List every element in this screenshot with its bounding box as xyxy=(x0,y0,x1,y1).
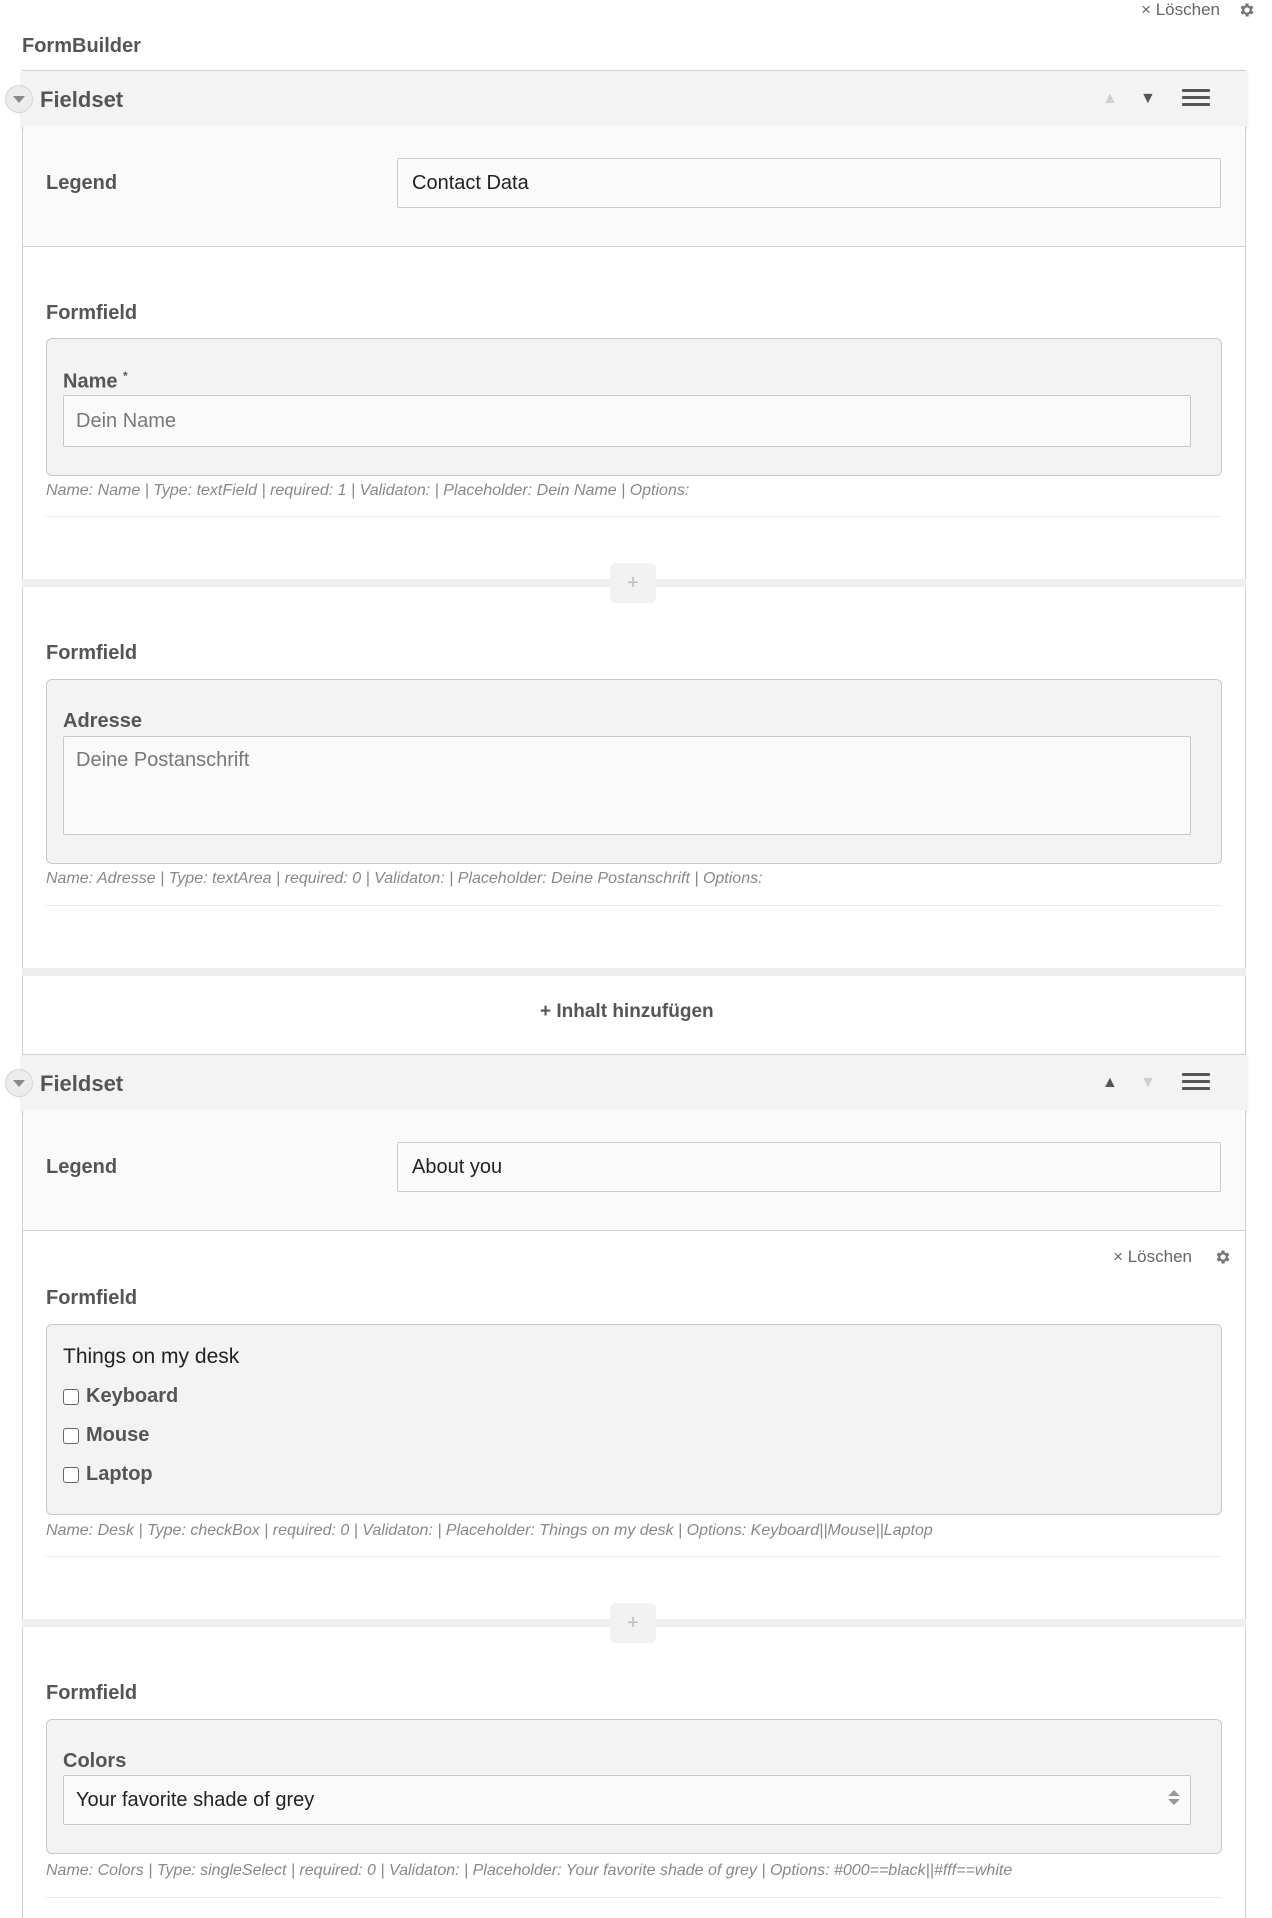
add-content-button[interactable]: + Inhalt hinzufügen xyxy=(540,1001,714,1022)
field-meta: Name: Desk | Type: checkBox | required: 0 | Validaton: | Placeholder: Things on my desk | Options: Keyboard||Mouse||Laptop xyxy=(46,1522,933,1539)
divider xyxy=(46,516,1222,517)
name-input[interactable]: Dein Name xyxy=(63,395,1191,447)
checkbox-label: Mouse xyxy=(86,1424,150,1446)
fieldset-title: Fieldset xyxy=(40,87,124,112)
colors-select[interactable] xyxy=(63,1775,1191,1825)
separator-band xyxy=(22,968,1246,976)
checkbox-box[interactable] xyxy=(63,1428,79,1444)
select-value: Your favorite shade of grey xyxy=(76,1788,315,1811)
gear-icon[interactable] xyxy=(1238,1,1256,19)
menu-icon[interactable] xyxy=(1182,89,1210,110)
move-down-icon[interactable]: ▼ xyxy=(1140,90,1156,107)
field-label: Things on my desk xyxy=(63,1345,240,1368)
divider xyxy=(46,905,1222,906)
checkbox-keyboard[interactable] xyxy=(63,1385,178,1408)
checkbox-laptop[interactable] xyxy=(63,1463,153,1486)
field-label: Adresse xyxy=(63,710,142,732)
formfield-preview xyxy=(46,338,1222,476)
fieldset-title: Fieldset xyxy=(40,1071,124,1096)
checkbox-label: Laptop xyxy=(86,1463,153,1485)
field-meta: Name: Name | Type: textField | required: 1 | Validaton: | Placeholder: Dein Name | Options: xyxy=(46,482,690,499)
checkbox-mouse[interactable] xyxy=(63,1424,149,1447)
checkbox-box[interactable] xyxy=(63,1467,79,1483)
move-up-icon: ▲ xyxy=(1102,90,1118,107)
chevron-down-icon xyxy=(13,1080,25,1087)
field-label-text: Name xyxy=(63,370,118,393)
delete-button[interactable]: × Löschen xyxy=(1113,1247,1192,1266)
field-meta: Name: Colors | Type: singleSelect | required: 0 | Validaton: | Placeholder: Your favorite shade of grey | Options: #000==black||#fff==white xyxy=(46,1862,1013,1879)
chevron-down-icon xyxy=(13,96,25,103)
formfield-heading: Formfield xyxy=(46,1287,138,1309)
top-actions xyxy=(1141,0,1256,20)
formfield-preview xyxy=(46,1324,1222,1515)
legend-label: Legend xyxy=(46,1156,118,1178)
checkbox-box[interactable] xyxy=(63,1389,79,1405)
add-field-button[interactable]: + xyxy=(610,1603,656,1643)
legend-input[interactable]: Contact Data xyxy=(397,158,1221,208)
legend-row xyxy=(23,1110,1245,1230)
required-mark: * xyxy=(123,369,128,383)
formfield-preview xyxy=(46,679,1222,864)
legend-row xyxy=(23,126,1245,246)
move-down-icon: ▼ xyxy=(1140,1074,1156,1091)
delete-button[interactable]: × Löschen xyxy=(1141,0,1220,19)
legend-input[interactable]: About you xyxy=(397,1142,1221,1192)
menu-icon[interactable] xyxy=(1182,1073,1210,1094)
formfield-heading: Formfield xyxy=(46,642,138,664)
collapse-toggle[interactable] xyxy=(5,1069,33,1097)
divider xyxy=(46,1556,1222,1557)
divider xyxy=(46,1897,1222,1898)
item-actions xyxy=(1113,1247,1232,1267)
move-up-icon[interactable]: ▲ xyxy=(1102,1074,1118,1091)
field-label xyxy=(63,369,128,394)
field-label: Colors xyxy=(63,1750,127,1772)
collapse-toggle[interactable] xyxy=(5,85,33,113)
fieldset-header xyxy=(22,70,1246,127)
formfield-heading: Formfield xyxy=(46,302,138,324)
legend-label: Legend xyxy=(46,172,118,194)
divider xyxy=(22,246,1246,247)
formfield-heading: Formfield xyxy=(46,1682,138,1704)
divider xyxy=(22,1230,1246,1231)
field-meta: Name: Adresse | Type: textArea | required: 0 | Validaton: | Placeholder: Deine Postanschrift | Options: xyxy=(46,870,763,887)
formfield-preview xyxy=(46,1719,1222,1854)
select-arrows-icon xyxy=(1168,1790,1180,1805)
add-field-button[interactable]: + xyxy=(610,563,656,603)
gear-icon[interactable] xyxy=(1214,1248,1232,1266)
address-textarea[interactable]: Deine Postanschrift xyxy=(63,736,1191,835)
fieldset-header xyxy=(22,1054,1246,1111)
app-title: FormBuilder xyxy=(22,35,141,57)
checkbox-label: Keyboard xyxy=(86,1385,179,1407)
